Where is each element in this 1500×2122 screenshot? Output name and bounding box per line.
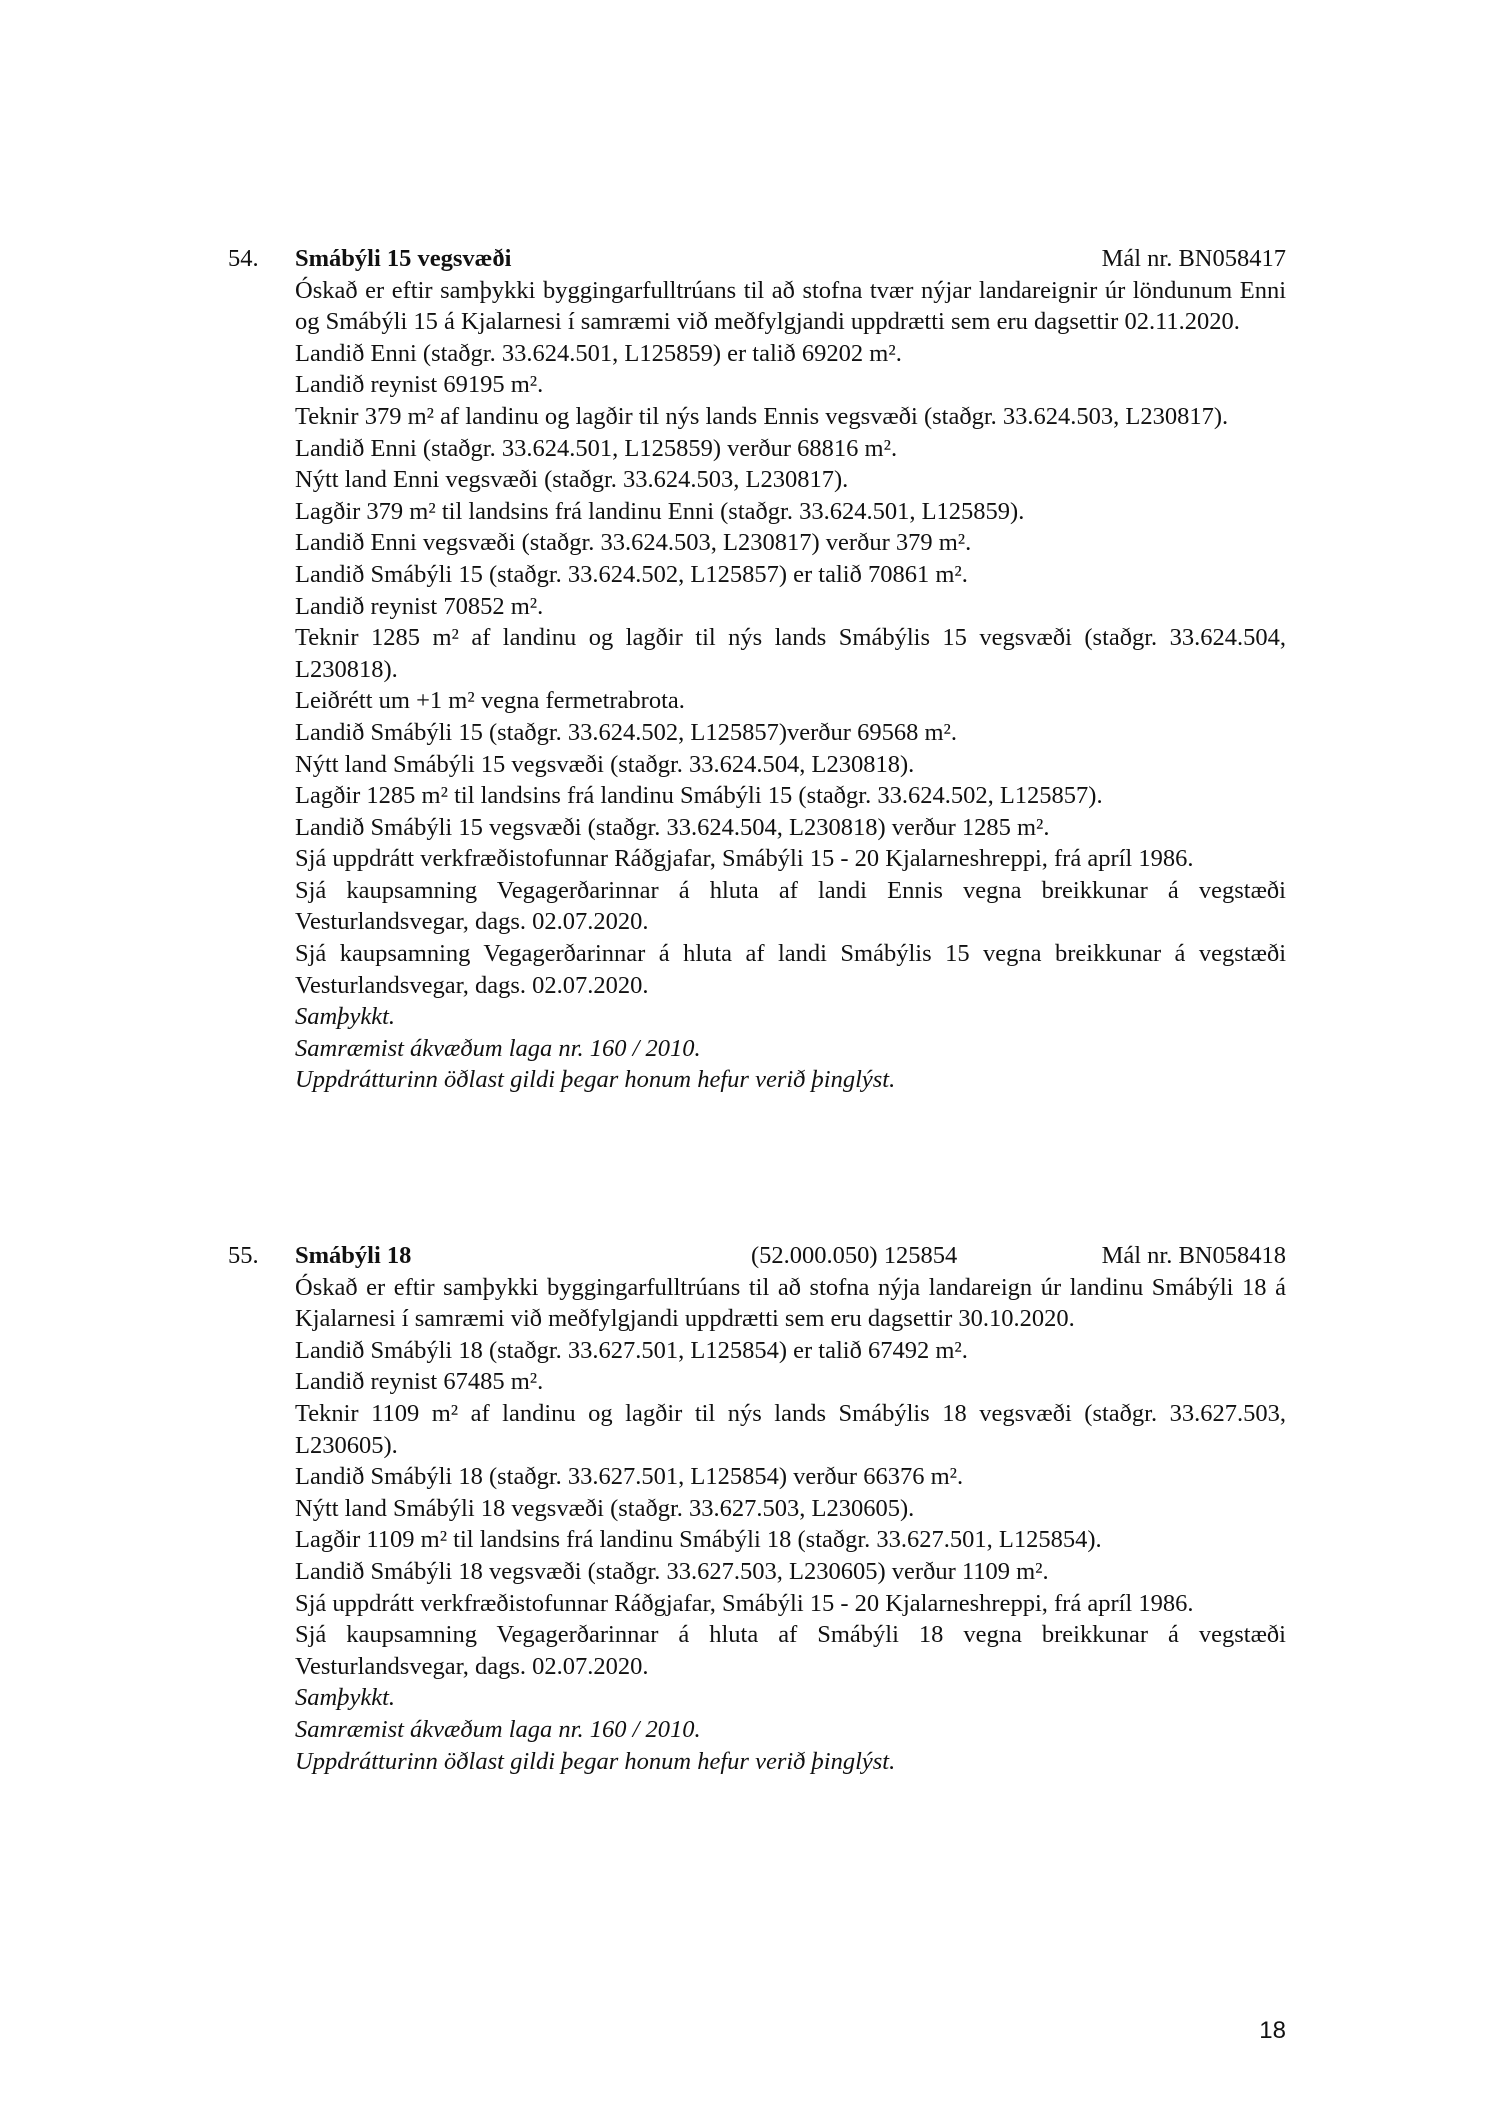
agenda-item-55 xyxy=(228,1240,1286,1777)
body-paragraph: Teknir 1285 m² af landinu og lagðir til nýs lands Smábýlis 15 vegsvæði (staðgr. 33.624.504, L230818). xyxy=(295,624,1286,683)
item-title: Smábýli 15 vegsvæði xyxy=(295,245,512,272)
resolution-line: Uppdrátturinn öðlast gildi þegar honum hefur verið þinglýst. xyxy=(295,1747,896,1775)
body-paragraph: Nýtt land Enni vegsvæði (staðgr. 33.624.503, L230817). xyxy=(295,466,849,494)
body-paragraph: Sjá kaupsamning Vegagerðarinnar á hluta af Smábýli 18 vegna breikkunar á vegstæði Vesturlandsvegar, dags. 02.07.2020. xyxy=(295,1621,1286,1680)
body-paragraph: Landið Smábýli 18 (staðgr. 33.627.501, L125854) verður 66376 m². xyxy=(295,1463,964,1491)
case-number: Mál nr. BN058417 xyxy=(1101,245,1286,272)
body-paragraph: Lagðir 1109 m² til landsins frá landinu Smábýli 18 (staðgr. 33.627.501, L125854). xyxy=(295,1526,1102,1554)
resolution-line: Uppdrátturinn öðlast gildi þegar honum hefur verið þinglýst. xyxy=(295,1066,896,1094)
body-paragraph: Sjá uppdrátt verkfræðistofunnar Ráðgjafar, Smábýli 15 - 20 Kjalarneshreppi, frá apríl 1986. xyxy=(295,845,1194,873)
body-paragraph: Landið Smábýli 15 vegsvæði (staðgr. 33.624.504, L230818) verður 1285 m². xyxy=(295,813,1050,841)
body-paragraph: Landið Enni (staðgr. 33.624.501, L125859) verður 68816 m². xyxy=(295,434,898,462)
item-header xyxy=(228,243,1286,275)
body-paragraph: Teknir 379 m² af landinu og lagðir til nýs lands Ennis vegsvæði (staðgr. 33.624.503, L230817). xyxy=(295,402,1229,430)
resolution-line: Samræmist ákvæðum laga nr. 160 / 2010. xyxy=(295,1034,701,1062)
agenda-item-54 xyxy=(228,243,1286,1096)
body-paragraph: Landið Smábýli 18 (staðgr. 33.627.501, L125854) er talið 67492 m². xyxy=(295,1336,968,1364)
page-number: 18 xyxy=(1259,2017,1286,2044)
body-paragraph: Sjá kaupsamning Vegagerðarinnar á hluta af landi Ennis vegna breikkunar á vegstæði Vesturlandsvegar, dags. 02.07.2020. xyxy=(295,876,1286,936)
body-paragraph: Landið reynist 69195 m². xyxy=(295,371,544,399)
body-paragraph: Landið Enni (staðgr. 33.624.501, L125859) er talið 69202 m². xyxy=(295,339,902,367)
item-number: 55. xyxy=(228,1242,259,1269)
case-number: Mál nr. BN058418 xyxy=(1101,1242,1286,1269)
body-paragraph: Landið Smábýli 15 (staðgr. 33.624.502, L125857) er talið 70861 m². xyxy=(295,560,968,588)
body-paragraph: Leiðrétt um +1 m² vegna fermetrabrota. xyxy=(295,687,685,715)
body-paragraph: Nýtt land Smábýli 18 vegsvæði (staðgr. 33.627.503, L230605). xyxy=(295,1494,915,1522)
item-title: Smábýli 18 xyxy=(295,1242,412,1269)
body-paragraph: Sjá uppdrátt verkfræðistofunnar Ráðgjafar, Smábýli 15 - 20 Kjalarneshreppi, frá apríl 1986. xyxy=(295,1589,1194,1617)
resolution-line: Samþykkt. xyxy=(295,1003,395,1031)
body-paragraph: Sjá kaupsamning Vegagerðarinnar á hluta af landi Smábýlis 15 vegna breikkunar á vegstæði Vesturlandsvegar, dags. 02.07.2020. xyxy=(295,940,1286,999)
resolution-line: Samræmist ákvæðum laga nr. 160 / 2010. xyxy=(295,1715,701,1743)
body-paragraph: Teknir 1109 m² af landinu og lagðir til nýs lands Smábýlis 18 vegsvæði (staðgr. 33.627.503, L230605). xyxy=(295,1399,1286,1459)
property-reference: (52.000.050) 125854 xyxy=(751,1242,958,1269)
body-paragraph: Landið reynist 70852 m². xyxy=(295,592,544,620)
body-paragraph: Nýtt land Smábýli 15 vegsvæði (staðgr. 33.624.504, L230818). xyxy=(295,750,915,778)
body-paragraph: Óskað er eftir samþykki byggingarfulltrúans til að stofna tvær nýjar landareignir úr löndunum Enni og Smábýli 15 á Kjalarnesi í samræmi við meðfylgjandi uppdrætti sem eru dagsettir 02.11.2020. xyxy=(295,276,1286,336)
body-paragraph: Landið Smábýli 18 vegsvæði (staðgr. 33.627.503, L230605) verður 1109 m². xyxy=(295,1557,1049,1585)
item-body xyxy=(295,275,1286,1096)
resolution-line: Samþykkt. xyxy=(295,1684,395,1712)
body-paragraph: Lagðir 379 m² til landsins frá landinu Enni (staðgr. 33.624.501, L125859). xyxy=(295,497,1025,525)
body-paragraph: Óskað er eftir samþykki byggingarfulltrúans til að stofna nýja landareign úr landinu Smábýli 18 á Kjalarnesi í samræmi við meðfylgjandi uppdrætti sem eru dagsettir 30.10.2020. xyxy=(295,1273,1286,1333)
item-body xyxy=(295,1272,1286,1778)
body-paragraph: Landið Smábýli 15 (staðgr. 33.624.502, L125857)verður 69568 m². xyxy=(295,718,957,746)
body-paragraph: Lagðir 1285 m² til landsins frá landinu Smábýli 15 (staðgr. 33.624.502, L125857). xyxy=(295,782,1103,810)
body-paragraph: Landið Enni vegsvæði (staðgr. 33.624.503, L230817) verður 379 m². xyxy=(295,529,972,557)
item-number: 54. xyxy=(228,245,259,272)
item-header xyxy=(228,1240,1286,1272)
body-paragraph: Landið reynist 67485 m². xyxy=(295,1368,544,1396)
